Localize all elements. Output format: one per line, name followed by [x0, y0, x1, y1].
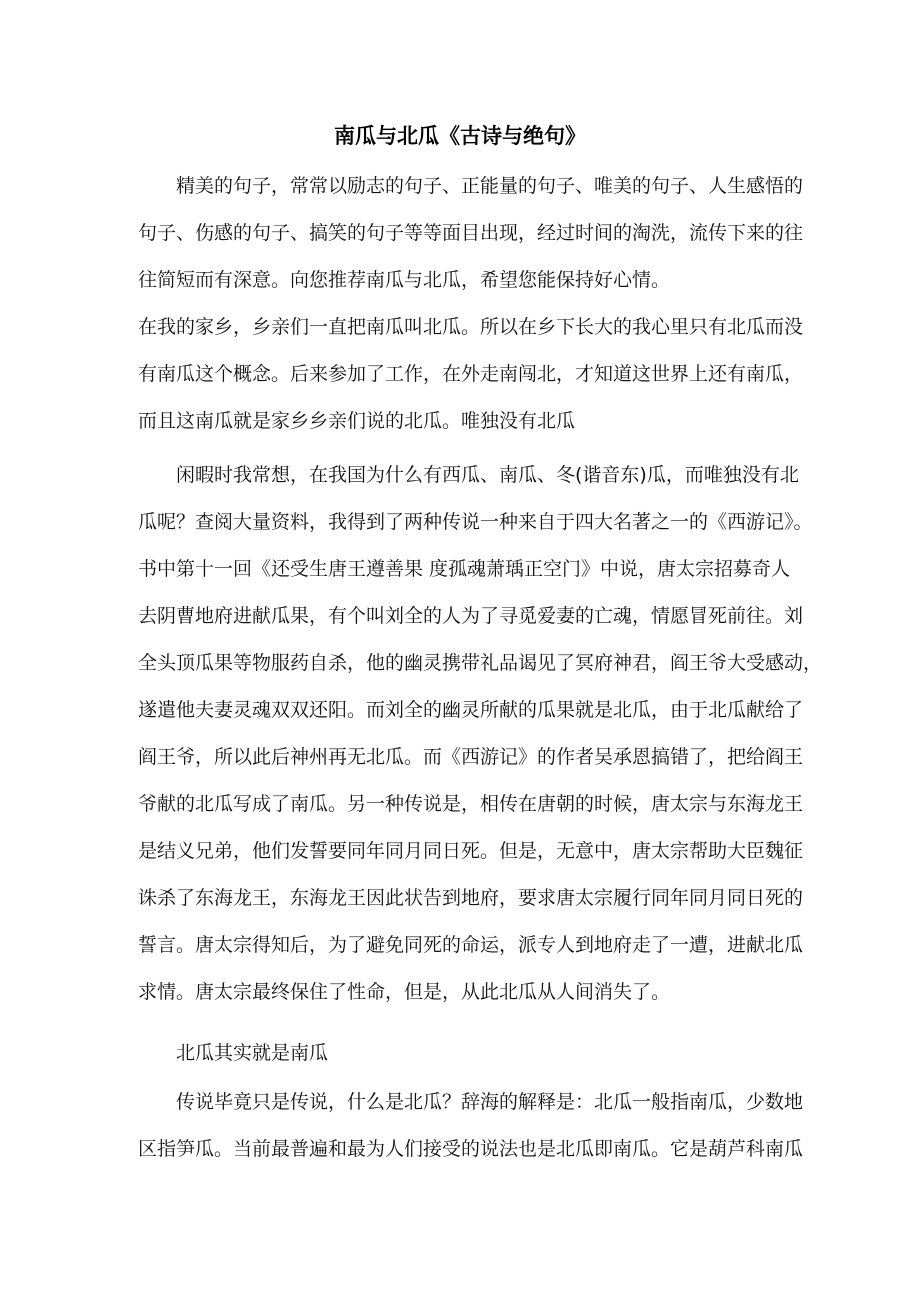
text-line: 有南瓜这个概念。后来参加了工作，在外走南闯北，才知道这世界上还有南瓜， — [138, 363, 804, 385]
text-line: 瓜呢？查阅大量资料，我得到了两种传说一种来自于四大名著之一的《西游记》。 — [138, 511, 813, 533]
page-title: 南瓜与北瓜《古诗与绝句》 — [334, 124, 586, 148]
text-line: 爷献的北瓜写成了南瓜。另一种传说是，相传在唐朝的时候，唐太宗与东海龙王 — [138, 793, 804, 815]
text-line: 在我的家乡，乡亲们一直把南瓜叫北瓜。所以在乡下长大的我心里只有北瓜而没 — [138, 316, 804, 338]
paragraph-definition — [138, 1079, 804, 1173]
text-line: 闲暇时我常想，在我国为什么有西瓜、南瓜、冬(谐音东)瓜，而唯独没有北 — [176, 464, 799, 486]
text-line: 精美的句子，常常以励志的句子、正能量的句子、唯美的句子、人生感悟的 — [176, 175, 804, 197]
text-line: 去阴曹地府进献瓜果，有个叫刘全的人为了寻觅爱妻的亡魂，情愿冒死前往。刘 — [138, 605, 804, 627]
text-line: 往简短而有深意。向您推荐南瓜与北瓜，希望您能保持好心情。 — [138, 269, 671, 291]
text-line: 传说毕竟只是传说，什么是北瓜？辞海的解释是：北瓜一般指南瓜，少数地 — [176, 1091, 804, 1113]
paragraph-subheading — [138, 1030, 788, 1077]
paragraph-legends — [138, 452, 823, 1016]
text-line: 阎王爷，所以此后神州再无北瓜。而《西游记》的作者吴承恩搞错了，把给阎王 — [138, 746, 804, 768]
text-line: 北瓜其实就是南瓜 — [176, 1042, 329, 1064]
text-line: 是结义兄弟，他们发誓要同年同月同日死。但是，无意中，唐太宗帮助大臣魏征 — [138, 840, 804, 862]
text-line: 全头顶瓜果等物服药自杀，他的幽灵携带礼品谒见了冥府神君，阎王爷大受感动， — [138, 652, 823, 674]
text-line: 诛杀了东海龙王，东海龙王因此状告到地府，要求唐太宗履行同年同月同日死的 — [138, 887, 804, 909]
text-line: 遂遣他夫妻灵魂双双还阳。而刘全的幽灵所献的瓜果就是北瓜，由于北瓜献给了 — [138, 699, 804, 721]
text-line: 求情。唐太宗最终保住了性命，但是，从此北瓜从人间消失了。 — [138, 981, 671, 1003]
text-line: 誓言。唐太宗得知后，为了避免同死的命运，派专人到地府走了一遭，进献北瓜 — [138, 934, 804, 956]
paragraph-hometown — [138, 304, 804, 445]
text-line: 书中第十一回《还受生唐王遵善果 度孤魂萧瑀正空门》中说，唐太宗招募奇人 — [138, 558, 791, 580]
text-line: 区指笋瓜。当前最普遍和最为人们接受的说法也是北瓜即南瓜。它是葫芦科南瓜 — [138, 1138, 804, 1160]
text-line: 句子、伤感的句子、搞笑的句子等等面目出现，经过时间的淘洗，流传下来的往 — [138, 222, 804, 244]
text-line: 而且这南瓜就是家乡乡亲们说的北瓜。唯独没有北瓜 — [138, 410, 576, 432]
paragraph-intro — [138, 163, 804, 304]
